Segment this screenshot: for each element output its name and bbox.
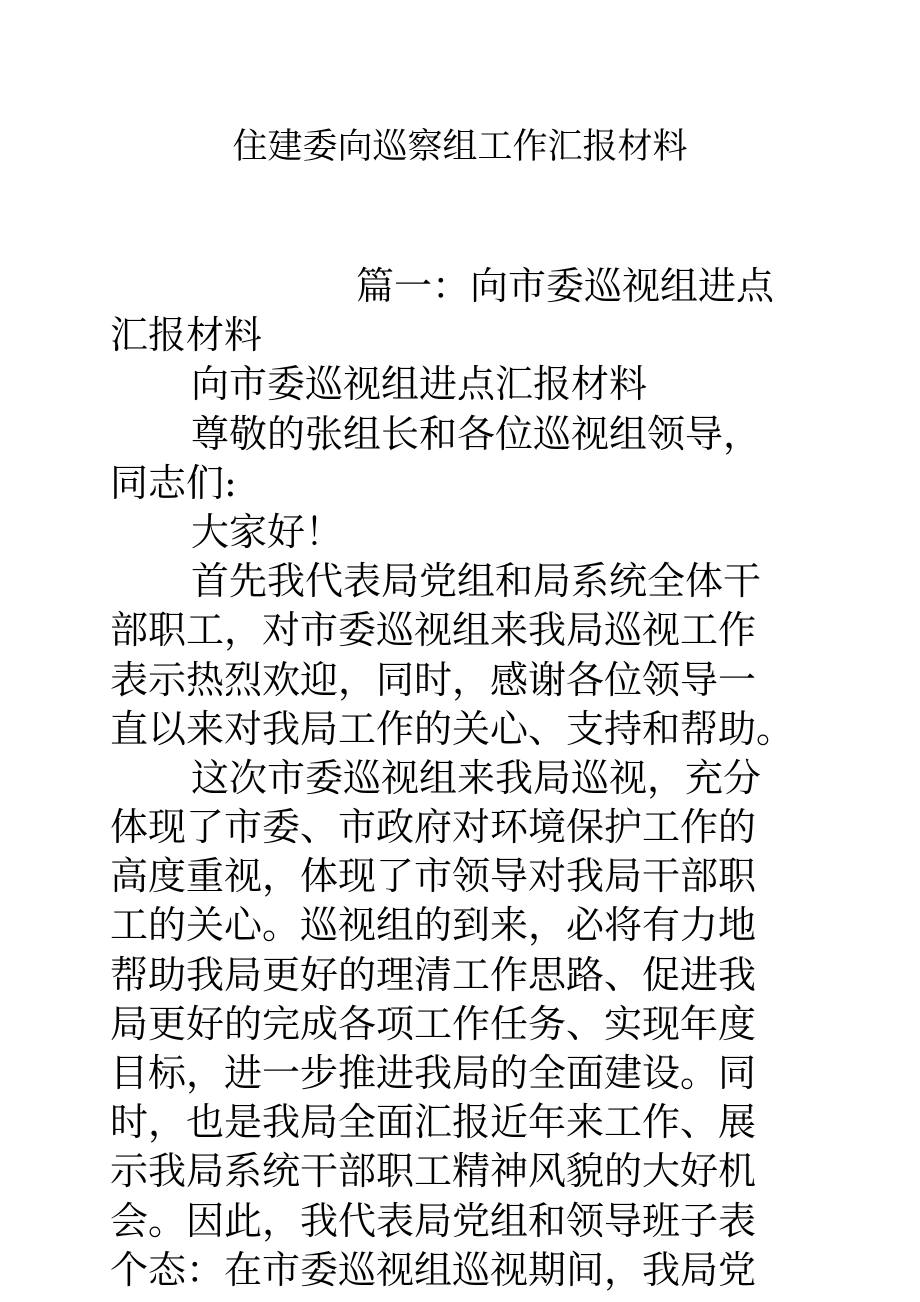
paragraph-line: 时，也是我局全面汇报近年来工作、展 (110, 1100, 757, 1145)
paragraph-line: 首先我代表局党组和局系统全体干 (191, 559, 762, 604)
paragraph-line: 部职工，对市委巡视组来我局巡视工作 (110, 608, 757, 653)
paragraph-line: 工的关心。巡视组的到来，必将有力地 (110, 903, 757, 948)
paragraph-line: 局更好的完成各项工作任务、实现年度 (110, 1001, 757, 1046)
report-subtitle: 向市委巡视组进点汇报材料 (191, 362, 648, 407)
paragraph-line: 帮助我局更好的理清工作思路、促进我 (110, 952, 757, 997)
section-heading-continued: 汇报材料 (110, 313, 263, 358)
paragraph-line: 高度重视，体现了市领导对我局干部职 (110, 854, 757, 899)
paragraph-line: 示我局系统干部职工精神风貌的大好机 (110, 1149, 757, 1194)
paragraph-line: 目标，进一步推进我局的全面建设。同 (110, 1051, 757, 1095)
document-body (110, 262, 810, 1295)
salutation-continued: 同志们: (110, 460, 237, 505)
paragraph-line: 表示热烈欢迎，同时，感谢各位领导一 (110, 657, 757, 702)
section-heading: 篇一：向市委巡视组进点 (356, 264, 775, 308)
greeting: 大家好！ (191, 509, 344, 554)
paragraph-line: 体现了市委、市政府对环境保护工作的 (110, 805, 757, 850)
paragraph-line: 直以来对我局工作的关心、支持和帮助。 (110, 706, 795, 751)
paragraph-line: 会。因此，我代表局党组和领导班子表 (110, 1198, 757, 1243)
paragraph-line: 个态：在市委巡视组巡视期间，我局党 (110, 1247, 757, 1292)
salutation: 尊敬的张组长和各位巡视组领导， (191, 411, 762, 456)
paragraph-line: 这次市委巡视组来我局巡视，充分 (191, 755, 762, 800)
document-title: 住建委向巡察组工作汇报材料 (232, 127, 688, 167)
